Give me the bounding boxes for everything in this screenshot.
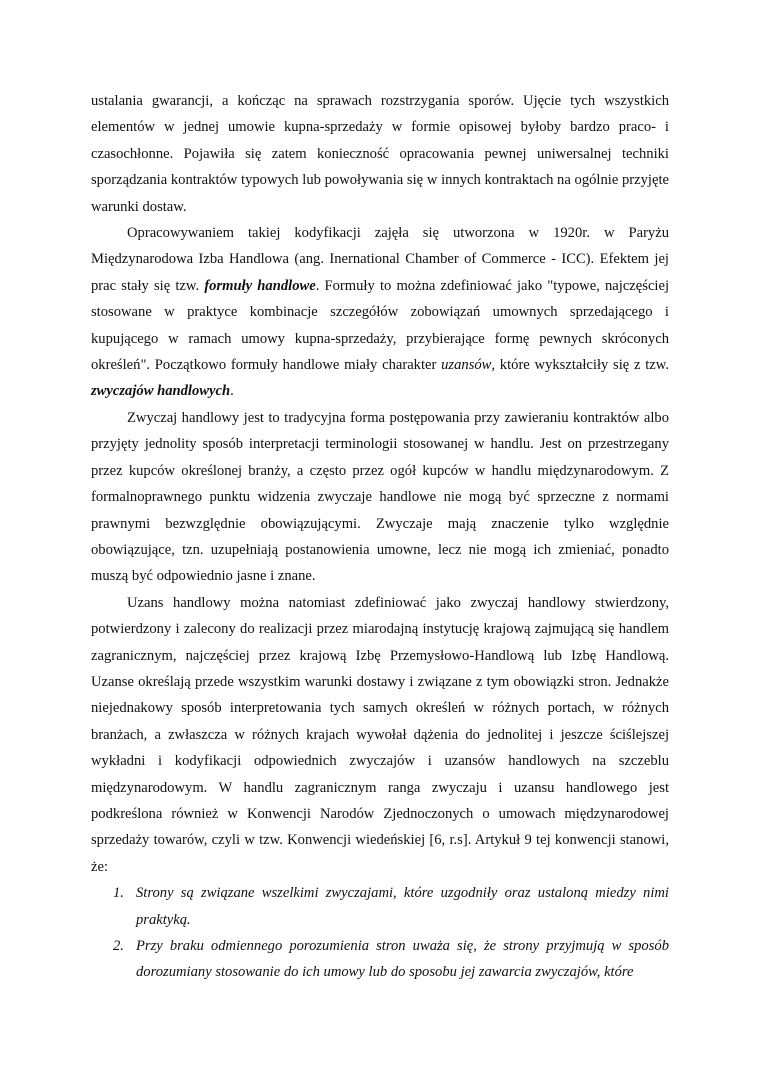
list-item-text: Przy braku odmiennego porozumienia stron uważa się, że strony przyjmują w sposób dorozumiany stosowanie do ich umowy lub do sposobu jej zawarcia zwyczajów, które xyxy=(136,938,669,981)
list-item-number: 1. xyxy=(113,885,124,902)
paragraph-4: Uzans handlowy można natomiast zdefiniować jako zwyczaj handlowy stwierdzony, potwierdzony i zalecony do realizacji przez miarodajną instytucję krajową zajmującą się handlem zagranicznym, najczęściej przez krajową Izbę Przemysłowo-Handlową lub Izbę Handlową. Uzanse określają przede wszystkim warunki dostawy i związane z tym obowiązki stron. Jednakże niejednakowy sposób interpretowania tych samych określeń w różnych portach, w różnych branżach, a zwłaszcza w różnych krajach wywołał dążenia do jednolitej i jeszcze ściślejszej wykładni i kodyfikacji odpowiednich zwyczajów i uzansów handlowych na szczeblu międzynarodowym. W handlu zagranicznym ranga zwyczaju i uzansu handlowego jest podkreślona również w Konwencji Narodów Zjednoczonych o umowach międzynarodowej sprzedaży towarów, czyli w tzw. Konwencji wiedeńskiej [6, r.s]. Artykuł 9 tej konwencji stanowi, że: xyxy=(91,594,669,875)
paragraph-2 xyxy=(91,220,669,405)
list-item xyxy=(113,880,669,933)
document-body xyxy=(91,88,669,986)
term-zwyczajow-handlowych: zwyczajów handlowych xyxy=(91,383,231,400)
paragraph-2-text-c: . Formuły to można zdefiniować jako "typowe, najczęściej stosowane w praktyce kombinacje szczegółów zobowiązań umownych sprzedającego i kupującego w ramach umowy kupna-sprzedaży, przybierające formę pewnych skróconych określeń". Początkowo formuły handlowe miały charakter xyxy=(91,277,670,374)
paragraph-1: ustalania gwarancji, a kończąc na sprawach rozstrzygania sporów. Ujęcie tych wszystkich elementów w jednej umowie kupna-sprzedaży w formie opisowej byłoby bardzo praco- i czasochłonne. Pojawiła się zatem konieczność opracowania pewnej uniwersalnej techniki sporządzania kontraktów typowych lub powoływania się w innych kontraktach na ogólnie przyjęte warunki dostaw. xyxy=(91,93,669,215)
paragraph-2-text-e: , które wykształciły się z tzw. xyxy=(491,357,669,374)
term-uzansow: uzansów xyxy=(441,357,492,374)
term-formuly-handlowe: formuły handlowe xyxy=(204,277,316,294)
paragraph-3: Zwyczaj handlowy jest to tradycyjna forma postępowania przy zawieraniu kontraktów albo przyjęty jednolity sposób interpretacji terminologii stosowanej w handlu. Jest on przestrzegany przez kupców określonej branży, a często przez ogół kupców w handlu międzynarodowym. Z formalnoprawnego punktu widzenia zwyczaje handlowe nie mogą być sprzeczne z normami prawnymi bezwzględnie obowiązującymi. Zwyczaje mają znaczenie tylko względnie obowiązujące, tzn. uzupełniają postanowienia umowne, lecz nie mogą ich zmieniać, ponadto muszą być odpowiednio jasne i znane. xyxy=(91,409,669,585)
article-9-list xyxy=(91,880,669,986)
paragraph-2-text-a: Opracowywaniem takiej kodyfikacji zajęła się utworzona w 1920r. w Paryżu Międzynarodowa Izba Handlowa (ang. Inernational Chamber of Commerce - ICC). Efektem jej prac stały się tzw. xyxy=(91,225,669,294)
paragraph-2-text-g: . xyxy=(230,383,234,400)
list-item-text: Strony są związane wszelkimi zwyczajami, które uzgodniły oraz ustaloną miedzy nimi praktyką. xyxy=(136,885,669,928)
list-item xyxy=(113,933,669,986)
list-item-number: 2. xyxy=(113,938,124,954)
